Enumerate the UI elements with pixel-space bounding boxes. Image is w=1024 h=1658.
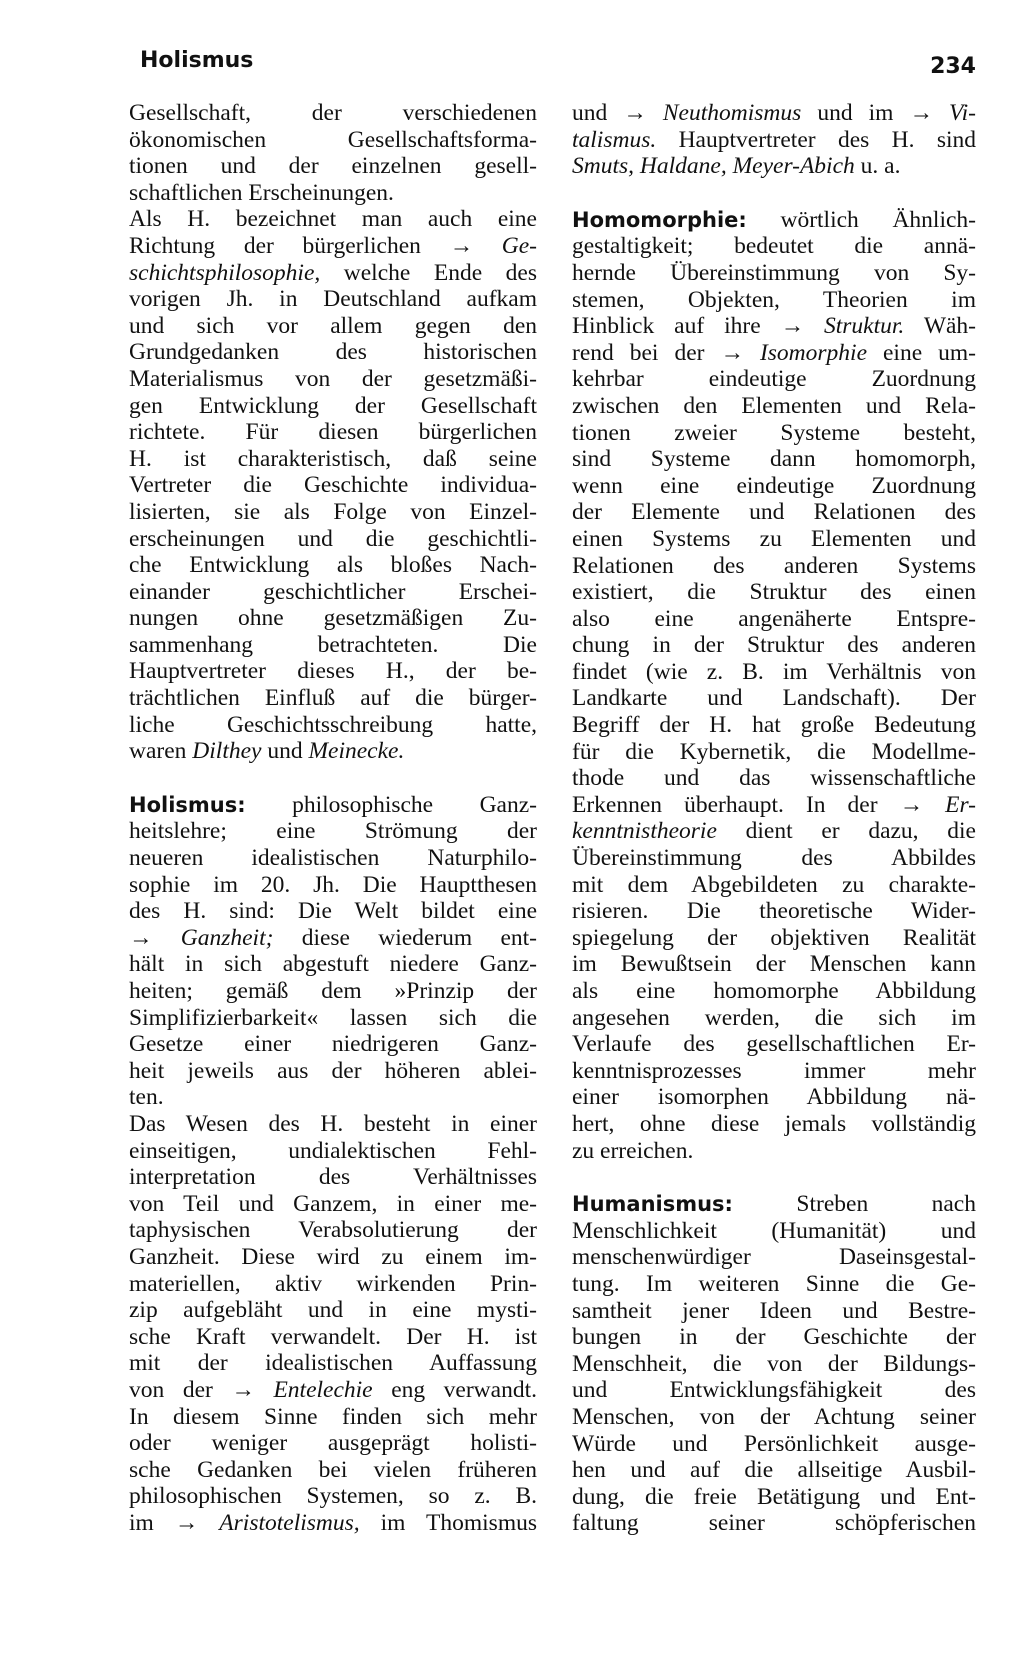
text-line	[572, 1111, 976, 1138]
text-segment: hält in sich abgestuft niedere Ganz-	[129, 951, 537, 978]
text-segment: Streben nach	[732, 1191, 976, 1218]
text-segment: ten.	[129, 1084, 164, 1111]
cross-reference: Er-	[945, 791, 976, 818]
text-line	[129, 339, 537, 366]
text-line	[129, 685, 537, 712]
text-line	[572, 872, 976, 899]
text-line	[572, 446, 976, 473]
text-segment: heit jeweils aus der höheren ablei-	[129, 1057, 537, 1084]
entry-headword: Homomorphie:	[572, 207, 747, 232]
text-segment: findet (wie z. B. im Verhältnis von	[572, 658, 976, 685]
text-line	[572, 553, 976, 580]
text-segment: sind Systeme dann homomorph,	[572, 446, 976, 473]
text-segment: hert, ohne diese jemals vollständig	[572, 1110, 976, 1137]
text-segment: nungen ohne gesetzmäßigen Zu-	[129, 605, 537, 632]
text-line	[129, 792, 537, 819]
text-segment: und	[261, 738, 309, 765]
text-segment: dung, die freie Betätigung und Ent-	[572, 1483, 976, 1510]
text-line	[129, 1191, 537, 1218]
text-segment: kenntnisprozesses immer mehr	[572, 1057, 976, 1084]
text-line	[129, 552, 537, 579]
text-line	[129, 605, 537, 632]
cross-reference: Ganzheit;	[180, 924, 274, 951]
running-head: Holismus	[140, 48, 254, 73]
text-line	[129, 153, 537, 180]
text-segment: gestaltigkeit; bedeutet die annä-	[572, 233, 976, 260]
text-line	[572, 1244, 976, 1271]
text-segment: eine um-	[867, 339, 976, 366]
text-segment: Menschheit, die von der Bildungs-	[572, 1350, 976, 1377]
text-segment: sophie im 20. Jh. Die Hauptthesen	[129, 871, 537, 898]
text-line	[572, 1404, 976, 1431]
cross-reference: Isomorphie	[759, 339, 867, 366]
text-segment: faltung seiner schöpferischen	[572, 1510, 976, 1537]
text-segment: H. ist charakteristisch, daß seine	[129, 445, 537, 472]
text-line	[572, 712, 976, 739]
text-line	[572, 526, 976, 553]
text-line	[129, 818, 537, 845]
text-line	[129, 1483, 537, 1510]
text-line	[572, 1058, 976, 1085]
text-line	[572, 260, 976, 287]
text-segment: mit dem Abgebildeten zu charakte-	[572, 871, 976, 898]
text-line	[129, 872, 537, 899]
text-segment: Übereinstimmung des Abbildes	[572, 845, 976, 872]
text-line	[572, 1510, 976, 1537]
text-segment: In diesem Sinne finden sich mehr	[129, 1403, 537, 1430]
text-line	[572, 207, 976, 234]
text-segment: einer isomorphen Abbildung nä-	[572, 1084, 976, 1111]
text-segment: angesehen werden, die sich im	[572, 1004, 976, 1031]
text-line	[572, 420, 976, 447]
text-line	[129, 1164, 537, 1191]
text-line	[129, 1297, 537, 1324]
text-line	[572, 1084, 976, 1111]
text-line	[572, 473, 976, 500]
cross-reference: talismus.	[572, 126, 657, 153]
text-segment: taphysischen Verabsolutierung der	[129, 1217, 537, 1244]
cross-reference: Entelechie	[273, 1376, 373, 1403]
text-line	[572, 313, 976, 340]
text-line	[572, 739, 976, 766]
text-line	[129, 180, 537, 207]
text-segment: lisierten, sie als Folge von Einzel-	[129, 498, 537, 525]
text-line	[129, 1430, 537, 1457]
text-segment: und sich vor allem gegen den	[129, 312, 537, 339]
text-segment: stemen, Objekten, Theorien im	[572, 286, 976, 313]
text-segment: einander geschichtlicher Erschei-	[129, 578, 537, 605]
text-line	[129, 1138, 537, 1165]
text-line	[129, 1084, 537, 1111]
text-line	[129, 1005, 537, 1032]
text-line	[129, 1377, 537, 1404]
text-line	[129, 978, 537, 1005]
text-segment: erscheinungen und die geschichtli-	[129, 525, 537, 552]
text-segment: waren	[129, 738, 193, 765]
text-segment: chung in der Struktur des anderen	[572, 632, 976, 659]
text-segment: des H. sind: Die Welt bildet eine	[129, 898, 537, 925]
text-segment: heiten; gemäß dem »Prinzip der	[129, 978, 537, 1004]
text-segment: von der →	[129, 1376, 274, 1403]
text-line	[572, 659, 976, 686]
text-line	[129, 419, 537, 446]
text-segment: heitslehre; eine Strömung der	[129, 818, 537, 845]
text-segment: Richtung der bürgerlichen →	[129, 232, 502, 259]
text-line	[129, 446, 537, 473]
text-line	[129, 712, 537, 739]
text-segment: wenn eine eindeutige Zuordnung	[572, 472, 976, 499]
text-segment: sche Kraft verwandelt. Der H. ist	[129, 1323, 537, 1350]
text-segment: richtete. Für diesen bürgerlichen	[129, 419, 537, 446]
text-segment: liche Geschichtsschreibung hatte,	[129, 711, 537, 738]
text-line	[129, 526, 537, 553]
text-line	[129, 260, 537, 287]
text-segment: Hauptvertreter dieses H., der be-	[129, 658, 537, 685]
text-line	[572, 845, 976, 872]
text-segment: vorigen Jh. in Deutschland aufkam	[129, 286, 537, 313]
text-line	[572, 1191, 976, 1218]
text-segment: im Bewußtsein der Menschen kann	[572, 951, 976, 978]
text-line	[129, 313, 537, 340]
text-segment: neueren idealistischen Naturphilo-	[129, 845, 537, 872]
text-segment: Hinblick auf ihre →	[572, 313, 824, 340]
text-line	[572, 1324, 976, 1351]
text-line	[129, 1217, 537, 1244]
text-line	[572, 1031, 976, 1058]
text-segment: risieren. Die theoretische Wider-	[572, 898, 976, 925]
text-line	[129, 127, 537, 154]
text-line	[572, 153, 976, 180]
cross-reference: Dilthey	[192, 738, 262, 765]
text-line	[129, 632, 537, 659]
text-segment: Vertreter die Geschichte individua-	[129, 472, 537, 499]
text-line	[572, 1484, 976, 1511]
text-line	[572, 393, 976, 420]
text-segment: einseitigen, undialektischen Fehl-	[129, 1137, 537, 1164]
text-line	[129, 1031, 537, 1058]
text-line	[129, 1404, 537, 1431]
text-line	[129, 1324, 537, 1351]
text-segment: wörtlich Ähnlich-	[746, 206, 976, 233]
text-line	[572, 1298, 976, 1325]
text-segment: Menschlichkeit (Humanität) und	[572, 1217, 976, 1244]
text-segment: rend bei der →	[572, 339, 760, 366]
text-segment: bungen in der Geschichte der	[572, 1324, 976, 1351]
text-line	[572, 366, 976, 393]
text-segment: hernde Übereinstimmung von Sy-	[572, 259, 976, 286]
text-segment: zip aufgebläht und in eine mysti-	[129, 1297, 537, 1324]
text-segment: sammenhang betrachteten. Die	[129, 631, 537, 658]
text-segment: Das Wesen des H. besteht in einer	[129, 1110, 537, 1137]
text-segment: welche Ende des	[320, 259, 537, 286]
text-line	[129, 1111, 537, 1138]
text-segment: Wäh-	[904, 313, 977, 340]
text-line	[129, 1350, 537, 1377]
text-segment: Verlaufe des gesellschaftlichen Er-	[572, 1031, 976, 1058]
text-segment: im →	[129, 1509, 220, 1536]
text-segment: materiellen, aktiv wirkenden Prin-	[129, 1270, 537, 1297]
text-line	[129, 898, 537, 925]
text-segment: Materialismus von der gesetzmäßi-	[129, 365, 537, 392]
text-segment: ökonomischen Gesellschaftsforma-	[129, 126, 537, 153]
text-line	[572, 100, 976, 127]
text-segment: zwischen den Elementen und Rela-	[572, 392, 976, 419]
text-line	[572, 579, 976, 606]
text-line	[129, 1457, 537, 1484]
text-segment: und →	[572, 100, 663, 126]
text-segment: samtheit jener Ideen und Bestre-	[572, 1297, 976, 1324]
text-segment: Simplifizierbarkeit« lassen sich die	[129, 1004, 537, 1031]
page-number: 234	[930, 54, 976, 79]
paragraph-gap	[572, 1164, 976, 1191]
text-segment: sche Gedanken bei vielen früheren	[129, 1456, 537, 1483]
text-segment: mit der idealistischen Auffassung	[129, 1350, 537, 1377]
text-segment: Als H. bezeichnet man auch eine	[129, 206, 537, 233]
text-line	[572, 925, 976, 952]
text-line	[572, 818, 976, 845]
entry-headword: Holismus:	[129, 792, 246, 817]
text-segment: Gesellschaft, der verschiedenen	[129, 100, 537, 126]
text-segment: dient er dazu, die	[716, 818, 976, 845]
text-segment: existiert, die Struktur des einen	[572, 579, 976, 606]
text-line	[572, 1351, 976, 1378]
text-segment: Relationen des anderen Systems	[572, 552, 976, 579]
text-segment: Würde und Persönlichkeit ausge-	[572, 1430, 976, 1457]
text-segment: philosophische Ganz-	[245, 791, 537, 818]
text-line	[572, 606, 976, 633]
text-line	[129, 925, 537, 952]
text-line	[572, 632, 976, 659]
text-segment: einen Systems zu Elementen und	[572, 525, 976, 552]
text-line	[129, 1510, 537, 1537]
text-line	[129, 579, 537, 606]
text-line	[572, 1005, 976, 1032]
text-segment: tionen zweier Systeme besteht,	[572, 419, 976, 446]
cross-reference: Smuts, Haldane, Meyer-Abich	[572, 153, 855, 180]
text-line	[129, 206, 537, 233]
text-segment: trächtlichen Einfluß auf die bürger-	[129, 685, 537, 712]
text-segment: hen und auf die allseitige Ausbil-	[572, 1457, 976, 1484]
text-segment: thode und das wissenschaftliche	[572, 765, 976, 792]
text-line	[572, 1457, 976, 1484]
text-segment: che Entwicklung als bloßes Nach-	[129, 552, 537, 579]
text-line	[129, 845, 537, 872]
text-line	[572, 1271, 976, 1298]
entry-headword: Humanismus:	[572, 1192, 733, 1217]
text-segment: zu erreichen.	[572, 1137, 694, 1164]
text-line	[129, 1271, 537, 1298]
text-line	[572, 685, 976, 712]
text-line	[129, 393, 537, 420]
text-segment: im Thomismus	[359, 1509, 537, 1536]
text-line	[572, 127, 976, 154]
paragraph-gap	[572, 180, 976, 207]
text-line	[129, 366, 537, 393]
cross-reference: schichtsphilosophie,	[129, 259, 321, 286]
text-segment: Gesetze einer niedrigeren Ganz-	[129, 1031, 537, 1058]
text-segment: u. a.	[854, 153, 901, 180]
cross-reference: Aristotelismus,	[219, 1509, 360, 1536]
text-line	[572, 978, 976, 1005]
text-segment: tung. Im weiteren Sinne die Ge-	[572, 1270, 976, 1297]
text-line	[129, 658, 537, 685]
text-segment: →	[129, 924, 181, 951]
text-segment: Erkennen überhaupt. In der →	[572, 791, 946, 818]
cross-reference: Neuthomismus	[662, 100, 802, 126]
cross-reference: kenntnistheorie	[572, 818, 717, 845]
text-line	[129, 233, 537, 260]
text-line	[572, 1138, 976, 1165]
text-segment: von Teil und Ganzem, in einer me-	[129, 1190, 537, 1217]
text-segment: für die Kybernetik, die Modellme-	[572, 738, 976, 765]
right-column	[572, 100, 976, 1537]
text-segment: als eine homomorphe Abbildung	[572, 978, 976, 1004]
text-line	[572, 499, 976, 526]
text-line	[572, 287, 976, 314]
text-segment: also eine angenäherte Entspre-	[572, 605, 976, 632]
text-segment: Ganzheit. Diese wird zu einem im-	[129, 1243, 537, 1270]
text-line	[129, 1058, 537, 1085]
text-line	[129, 286, 537, 313]
text-segment: oder weniger ausgeprägt holisti-	[129, 1430, 537, 1457]
paragraph-gap	[129, 765, 537, 792]
cross-reference: Struktur.	[824, 313, 905, 340]
text-line	[129, 100, 537, 127]
text-line	[129, 738, 537, 765]
text-segment: philosophischen Systemen, so z. B.	[129, 1483, 537, 1510]
text-segment: Begriff der H. hat große Bedeutung	[572, 712, 976, 739]
text-line	[572, 1218, 976, 1245]
text-line	[129, 1244, 537, 1271]
text-segment: kehrbar eindeutige Zuordnung	[572, 366, 976, 393]
left-column	[129, 100, 537, 1536]
text-segment: und im →	[801, 100, 950, 126]
text-line	[572, 1431, 976, 1458]
text-segment: tionen und der einzelnen gesell-	[129, 153, 537, 180]
text-segment: Landkarte und Landschaft). Der	[572, 685, 976, 712]
cross-reference: Vi-	[949, 100, 977, 126]
text-line	[572, 792, 976, 819]
text-segment: der Elemente und Relationen des	[572, 499, 976, 526]
text-line	[572, 898, 976, 925]
text-segment: Menschen, von der Achtung seiner	[572, 1403, 976, 1430]
text-line	[129, 472, 537, 499]
text-segment: spiegelung der objektiven Realität	[572, 924, 976, 951]
text-segment: gen Entwicklung der Gesellschaft	[129, 392, 537, 419]
text-segment: interpretation des Verhältnisses	[129, 1164, 537, 1191]
cross-reference: Meinecke.	[308, 738, 405, 765]
text-line	[129, 951, 537, 978]
text-line	[572, 1377, 976, 1404]
text-line	[129, 499, 537, 526]
text-line	[572, 340, 976, 367]
text-line	[572, 951, 976, 978]
text-segment: schaftlichen Erscheinungen.	[129, 179, 394, 206]
text-segment: Hauptvertreter des H. sind	[656, 126, 976, 153]
text-segment: eng verwandt.	[372, 1376, 537, 1403]
text-segment: diese wiederum ent-	[273, 924, 538, 951]
text-line	[572, 765, 976, 792]
cross-reference: Ge-	[501, 232, 537, 259]
text-line	[572, 233, 976, 260]
text-segment: und Entwicklungsfähigkeit des	[572, 1377, 976, 1404]
text-segment: menschenwürdiger Daseinsgestal-	[572, 1244, 976, 1271]
text-segment: Grundgedanken des historischen	[129, 339, 537, 366]
